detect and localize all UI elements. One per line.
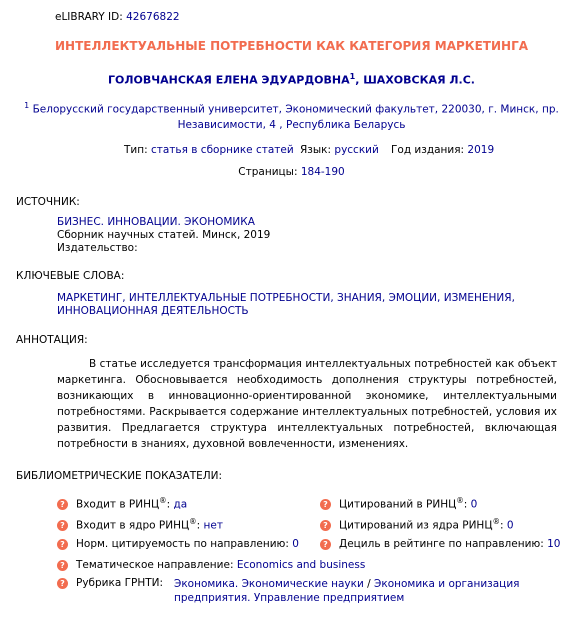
grnti-separator: /: [367, 578, 371, 590]
elibrary-id-line: [55, 11, 180, 23]
affiliation-mark: 1: [24, 101, 30, 110]
metric-decile-value: 10: [547, 538, 561, 550]
author-1-affiliation-mark: 1: [349, 72, 356, 81]
author-link-2[interactable]: ШАХОВСКАЯ Л.С.: [363, 73, 475, 87]
grnti-link-enterprise[interactable]: Экономика и организация предприятия. Управление предприятием: [174, 578, 520, 604]
elibrary-id-value: 42676822: [126, 11, 180, 23]
metric-norm-citation: ? Норм. цитируемость по направлению: 0: [57, 538, 299, 550]
grnti-value: [174, 577, 554, 605]
metric-citations-rinc: ? Цитирований в РИНЦ®: 0: [320, 496, 477, 511]
help-icon[interactable]: ?: [57, 499, 68, 510]
grnti-link-economics[interactable]: Экономика. Экономические науки: [174, 578, 364, 590]
affiliation-line-2: Независимости, 4 , Республика Беларусь: [177, 118, 406, 131]
metric-core-in-value: нет: [203, 519, 223, 532]
keywords-heading: КЛЮЧЕВЫЕ СЛОВА:: [16, 270, 125, 282]
article-title: ИНТЕЛЛЕКТУАЛЬНЫЕ ПОТРЕБНОСТИ КАК КАТЕГОРИЯ МАРКЕТИНГА: [54, 39, 529, 53]
pub-language-value: русский: [334, 144, 379, 156]
help-icon[interactable]: ?: [320, 499, 331, 510]
metric-theme: ? Тематическое направление: Economics and business: [57, 559, 365, 571]
pub-pages-value: 184-190: [300, 166, 345, 178]
pub-language: Язык: русский: [300, 144, 379, 156]
metric-rinc-in-value: да: [173, 498, 188, 511]
author-separator: ,: [355, 73, 360, 87]
help-icon[interactable]: ?: [320, 520, 331, 531]
author-link-1[interactable]: ГОЛОВЧАНСКАЯ ЕЛЕНА ЭДУАРДОВНА: [108, 73, 350, 87]
affiliation: [0, 98, 583, 133]
affiliation-line-1: $^1$ Белорусский государственный университет, Экономический факультет, 220030, г. Минск, пр.: [24, 101, 559, 116]
metric-citations-rinc-value[interactable]: 0: [470, 498, 478, 511]
metric-decile: ? Дециль в рейтинге по направлению: 10: [320, 538, 561, 550]
metric-grnti: ? Рубрика ГРНТИ:: [57, 577, 163, 589]
source-link[interactable]: БИЗНЕС. ИННОВАЦИИ. ЭКОНОМИКА: [57, 216, 255, 228]
keywords-line-2[interactable]: ИННОВАЦИОННАЯ ДЕЯТЕЛЬНОСТЬ: [57, 305, 249, 317]
biblio-heading: БИБЛИОМЕТРИЧЕСКИЕ ПОКАЗАТЕЛИ:: [16, 470, 223, 482]
abstract-heading: АННОТАЦИЯ:: [16, 334, 88, 346]
pub-year-value: 2019: [467, 144, 495, 156]
elibrary-id-label: eLIBRARY ID:: [55, 11, 123, 23]
help-icon[interactable]: ?: [57, 539, 68, 550]
metric-core-in: ? Входит в ядро РИНЦ®: нет: [57, 517, 223, 532]
keywords-line-1[interactable]: МАРКЕТИНГ, ИНТЕЛЛЕКТУАЛЬНЫЕ ПОТРЕБНОСТИ, ЗНАНИЯ, ЭМОЦИИ, ИЗМЕНЕНИЯ,: [57, 292, 515, 304]
keywords-list: [57, 292, 515, 318]
pub-type: Тип: статья в сборнике статей: [124, 144, 294, 156]
source-description: Сборник научных статей. Минск, 2019: [57, 229, 271, 241]
source-publisher: Издательство:: [57, 242, 138, 254]
source-block: [57, 216, 270, 255]
source-heading: ИСТОЧНИК:: [16, 196, 80, 208]
pub-type-value: статья в сборнике статей: [150, 144, 294, 156]
metric-norm-citation-value: 0: [292, 538, 299, 550]
help-icon[interactable]: ?: [57, 560, 68, 571]
help-icon[interactable]: ?: [320, 539, 331, 550]
help-icon[interactable]: ?: [57, 520, 68, 531]
metric-citations-core: ? Цитирований из ядра РИНЦ®: 0: [320, 517, 514, 532]
pub-year: Год издания: 2019: [391, 144, 495, 156]
abstract-text: В статье исследуется трансформация интеллектуальных потребностей как объект маркетинга. Обосновывается необходимость дополнения структуры потребностей, возникающих в инновационно-ориентированной экономике, интеллектуальными потребностями. Раскрывается содержание интеллектуальных потребностей, условия их развития. Предлагается структура интеллектуальных потребностей, включающая потребности в знаниях, духовной вовлеченности, изменениях.: [57, 358, 557, 450]
metric-rinc-in: ? Входит в РИНЦ®: да: [57, 496, 187, 511]
authors-line: [0, 72, 583, 87]
metric-theme-value: Economics and business: [236, 559, 366, 571]
help-icon[interactable]: ?: [57, 578, 68, 589]
metric-citations-core-value[interactable]: 0: [506, 519, 514, 532]
pub-pages: Страницы: 184-190: [238, 166, 345, 178]
